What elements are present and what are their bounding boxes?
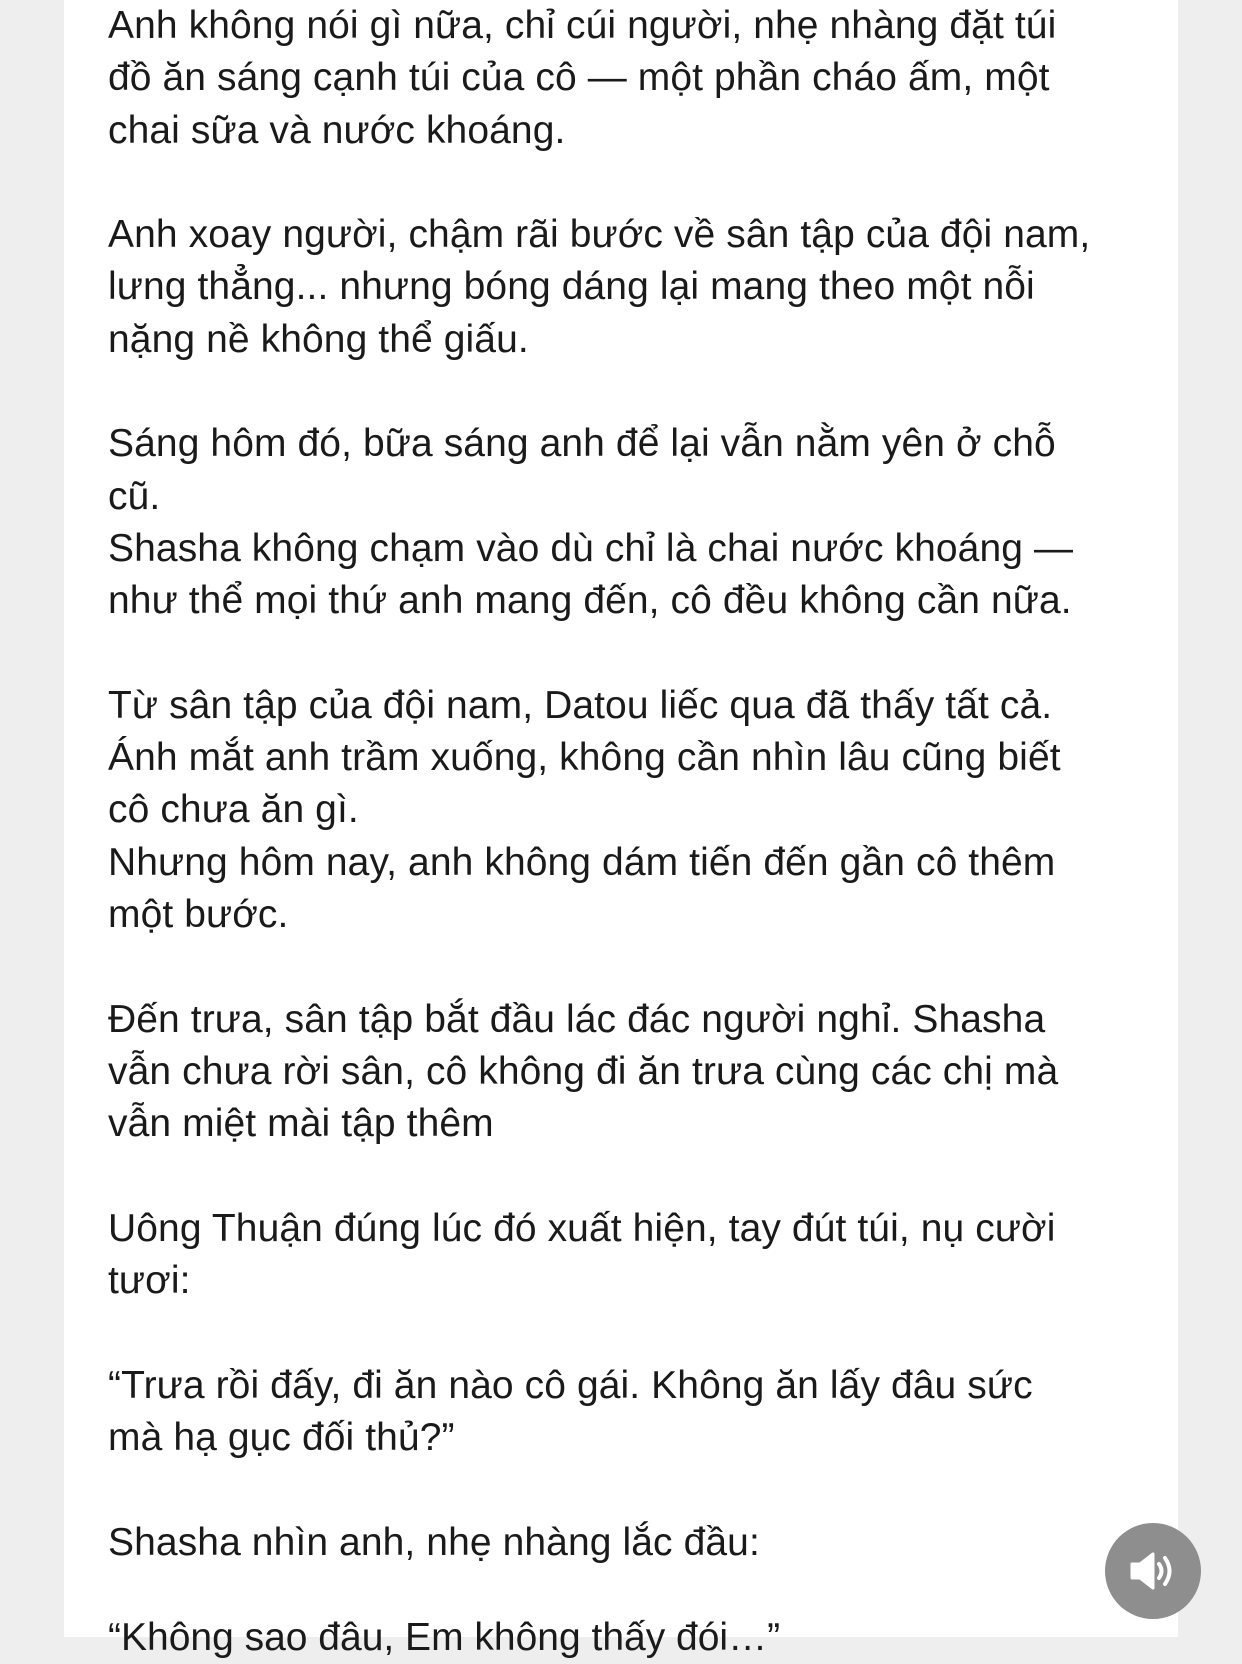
story-line: một bước. <box>108 893 289 937</box>
story-line: tươi: <box>108 1259 191 1303</box>
story-line: Shasha không chạm vào dù chỉ là chai nước khoáng — <box>108 526 1074 570</box>
story-line: “Trưa rồi đấy, đi ăn nào cô gái. Không ăn lấy đâu sức <box>108 1363 1033 1407</box>
story-line: lưng thẳng... nhưng bóng dáng lại mang theo một nỗi <box>108 265 1035 309</box>
story-line: Uông Thuận đúng lúc đó xuất hiện, tay đút túi, nụ cười <box>108 1206 1056 1250</box>
story-line: như thể mọi thứ anh mang đến, cô đều không cần nữa. <box>108 579 1072 623</box>
paragraph-gap <box>108 1307 1188 1359</box>
paragraph-gap <box>108 157 1188 209</box>
story-line-partial: “Không sao đâu, Em không thấy đói…” <box>108 1616 781 1659</box>
paragraph-gap <box>108 1151 1188 1203</box>
story-line: mà hạ gục đối thủ?” <box>108 1416 455 1460</box>
story-line: cũ. <box>108 474 161 518</box>
story-line: Sáng hôm đó, bữa sáng anh để lại vẫn nằm yên ở chỗ <box>108 422 1056 466</box>
story-line: Nhưng hôm nay, anh không dám tiến đến gần cô thêm <box>108 840 1056 884</box>
story-line: Anh xoay người, chậm rãi bước về sân tập của đội nam, <box>108 213 1091 257</box>
audio-button[interactable] <box>1105 1523 1201 1619</box>
story-line: vẫn chưa rời sân, cô không đi ăn trưa cùng các chị mà <box>108 1049 1059 1093</box>
story-line: Anh không nói gì nữa, chỉ cúi người, nhẹ nhàng đặt túi <box>108 4 1057 47</box>
paragraph-gap <box>108 941 1188 993</box>
paragraph-gap <box>108 366 1188 418</box>
speaker-icon <box>1128 1550 1178 1592</box>
story-line: Từ sân tập của đội nam, Datou liếc qua đã thấy tất cả. <box>108 683 1053 727</box>
story-line: đồ ăn sáng cạnh túi của cô — một phần cháo ấm, một <box>108 56 1050 100</box>
story-text <box>108 0 1188 1569</box>
story-line: cô chưa ăn gì. <box>108 788 359 832</box>
story-line: Ánh mắt anh trầm xuống, không cần nhìn lâu cũng biết <box>108 736 1061 780</box>
paragraph-gap <box>108 628 1188 680</box>
story-line: Shasha nhìn anh, nhẹ nhàng lắc đầu: <box>108 1520 760 1564</box>
story-line: vẫn miệt mài tập thêm <box>108 1102 494 1146</box>
story-line: nặng nề không thể giấu. <box>108 317 529 361</box>
story-line: Đến trưa, sân tập bắt đầu lác đác người nghỉ. Shasha <box>108 997 1046 1041</box>
paragraph-gap <box>108 1464 1188 1516</box>
story-line: chai sữa và nước khoáng. <box>108 108 566 152</box>
